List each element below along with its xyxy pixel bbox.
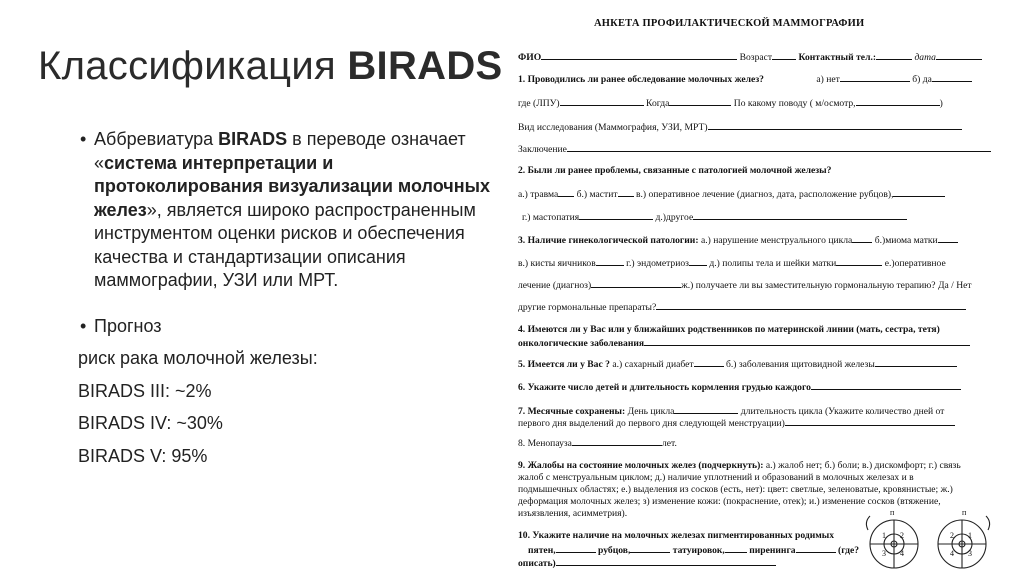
form-row-9c — [518, 484, 953, 495]
mammography-questionnaire — [504, 0, 1004, 576]
right-q4-label: 3 — [968, 549, 972, 558]
q1-text: 1. Проводились ли ранее обследование молочных желез? — [518, 74, 764, 85]
q9-opts5: изъязвления, асимметрия). — [518, 508, 628, 519]
b1-part3: в переводе означает « — [94, 129, 466, 173]
q4-text: 4. Имеются ли у Вас или у ближайших родственников по материнской линии (мать, сестра, тетя) — [518, 324, 940, 335]
q6-text: 6. Укажите число детей и длительность кормления грудью каждого — [518, 382, 811, 393]
form-row-6 — [518, 380, 961, 393]
form-row-fio — [518, 50, 982, 63]
q7-text: 7. Месячные сохранены: — [518, 406, 626, 417]
form-row-5 — [518, 357, 957, 370]
form-row-9e — [518, 508, 627, 519]
label-reason: По какому поводу ( м/осмотр, — [733, 98, 856, 109]
q9-opts3: подмышечных областях; е.) выделения из сосков (есть, нет): цвет: светлые, зеленоватые, кровянистые; ж.) — [518, 484, 953, 495]
bullet-birads-definition — [80, 128, 500, 293]
prognosis-line-3: BIRADS IV: ~30% — [78, 413, 223, 433]
slide-title — [38, 44, 502, 89]
form-row-9b — [518, 472, 914, 483]
q9-opts4: деформация молочных желез; з) изменение кожи: (покраснение, отек); и.) изменение сосков (втяжение, — [518, 496, 941, 507]
q3-surgery: е.)оперативное — [884, 258, 946, 269]
form-row-10c — [518, 556, 776, 569]
label-fio: ФИО — [518, 52, 542, 63]
breast-quadrant-diagram — [862, 508, 998, 574]
q2-other: д.)другое — [655, 212, 694, 223]
q5-thyroid: б.) заболевания щитовидной железы — [725, 359, 875, 370]
left-q4-label: 4 — [900, 549, 904, 558]
q10-spots: пятен, — [528, 545, 556, 556]
q3-diagnosis: лечение (диагноз) — [518, 280, 592, 291]
form-row-conclusion — [518, 142, 991, 155]
label-phone: Контактный тел.: — [798, 52, 877, 63]
form-row-2a — [518, 187, 945, 200]
q3-endo: г.) эндометриоз — [626, 258, 689, 269]
form-row-3c — [518, 278, 972, 291]
q2-mastitis: б.) мастит — [576, 189, 618, 200]
left-top-label: п — [890, 508, 895, 517]
left-q2-label: 2 — [900, 531, 904, 540]
q10-text: 10. Укажите наличие на молочных железах пигментированных родимых — [518, 530, 835, 541]
form-row-9 — [518, 460, 961, 471]
form-row-10 — [518, 530, 834, 541]
q1-no: а) нет — [816, 74, 840, 85]
label-age: Возраст — [739, 52, 773, 63]
q3-cycle: а.) нарушение менструального цикла — [698, 235, 853, 246]
q9-opts1: а.) жалоб нет; б.) боли; в.) дискомфорт; г.) связь — [763, 460, 961, 471]
prognosis-line-2: BIRADS III: ~2% — [78, 380, 212, 401]
q1-yes: б) да — [912, 74, 932, 85]
q5-diabetes: а.) сахарный диабет — [609, 359, 694, 370]
q2-text: 2. Были ли ранее проблемы, связанные с патологией молочной железы? — [518, 165, 832, 176]
left-q3-label: 3 — [882, 549, 886, 558]
form-row-3 — [518, 233, 958, 246]
prognosis-line-1: риск рака молочной железы: — [78, 348, 318, 368]
q9-text: 9. Жалобы на состояние молочных желез (подчеркнуть): — [518, 460, 764, 471]
form-row-type — [518, 120, 962, 133]
slide-title-plain: Классификация — [38, 44, 348, 88]
q3-hormones: другие гормональные препараты? — [518, 302, 657, 313]
slide-body — [80, 128, 500, 468]
right-q3-label: 4 — [950, 549, 954, 558]
q9-opts2: жалоб с менструальным циклом; д.) наличие уплотнений и образований в молочных железах и в — [518, 472, 914, 483]
b1-part5: », является широко распространенным инструментом оценки рисков и обеспечения качества и стандартизации описания маммографии, УЗИ или МРТ. — [94, 199, 476, 290]
prognosis-line-4: BIRADS V: 95% — [78, 445, 208, 466]
label-where: где (ЛПУ) — [518, 98, 560, 109]
form-row-8 — [518, 436, 677, 449]
q10-tattoos: татуировок, — [672, 545, 725, 556]
q10-where: (где? — [838, 545, 859, 556]
left-breast-diagram — [866, 516, 918, 568]
label-study-type: Вид исследования (Маммография, УЗИ, МРТ) — [518, 122, 708, 133]
q3-text: 3. Наличие гинекологической патологии: — [518, 235, 699, 246]
q8-years: лет. — [661, 438, 677, 449]
form-row-1 — [518, 72, 972, 85]
q2-trauma: а.) травма — [518, 189, 559, 200]
form-row-7b — [518, 416, 955, 429]
q8-menopause: 8. Менопауза — [518, 438, 572, 449]
right-q2-label: 1 — [968, 531, 972, 540]
q2-surgery: в.) оперативное лечение (диагноз, дата, расположение рубцов), — [635, 189, 894, 200]
form-row-3d — [518, 300, 966, 313]
q5-text: 5. Имеется ли у Вас ? — [518, 359, 610, 370]
q10-piercing: пиренинга — [749, 545, 796, 556]
right-breast-diagram — [938, 516, 990, 568]
slide-title-bold: BIRADS — [347, 44, 503, 88]
q3-cysts: в.) кисты яичников — [518, 258, 596, 269]
left-q1-label: 1 — [882, 531, 886, 540]
q10-describe: описать) — [518, 558, 556, 569]
form-row-4 — [518, 324, 940, 335]
form-row-9d — [518, 496, 941, 507]
bullet-prognosis: • Прогноз — [80, 315, 500, 339]
form-row-2 — [518, 165, 831, 176]
right-q1-label: 2 — [950, 531, 954, 540]
q7-length: длительность цикла (Укажите количество дней от — [738, 406, 945, 417]
b1-part2: BIRADS — [218, 129, 288, 149]
q7-note: первого дня выделений до первого дня следующей менструации) — [518, 418, 785, 429]
form-row-2b — [518, 210, 907, 223]
form-row-4b — [518, 336, 970, 349]
q2-mastopathy: г.) мастопатия — [522, 212, 580, 223]
q3-hrt: ж.) получаете ли вы заместительную гормональную терапию? Да / Нет — [681, 280, 972, 291]
b1-part4: система интерпретации и протоколирования визуализации молочных желез — [94, 152, 490, 220]
form-title: АНКЕТА ПРОФИЛАКТИЧЕСКОЙ МАММОГРАФИИ — [594, 18, 865, 29]
form-row-where — [518, 96, 943, 109]
label-conclusion: Заключение — [518, 144, 567, 155]
q10-scars: рубцов, — [598, 545, 631, 556]
label-date: дата — [914, 52, 936, 63]
form-row-10b — [518, 543, 859, 556]
label-when: Когда — [646, 98, 670, 109]
q3-myoma: б.)миома матки — [874, 235, 938, 246]
paren-close: ) — [939, 98, 943, 109]
right-top-label: п — [962, 508, 967, 517]
q3-polyps: д.) полипы тела и шейки матки — [709, 258, 837, 269]
b1-part1: Аббревиатура — [94, 129, 219, 149]
q4-text2: онкологические заболевания — [518, 338, 645, 349]
q7-day: День цикла — [625, 406, 675, 417]
form-row-3b — [518, 256, 946, 269]
